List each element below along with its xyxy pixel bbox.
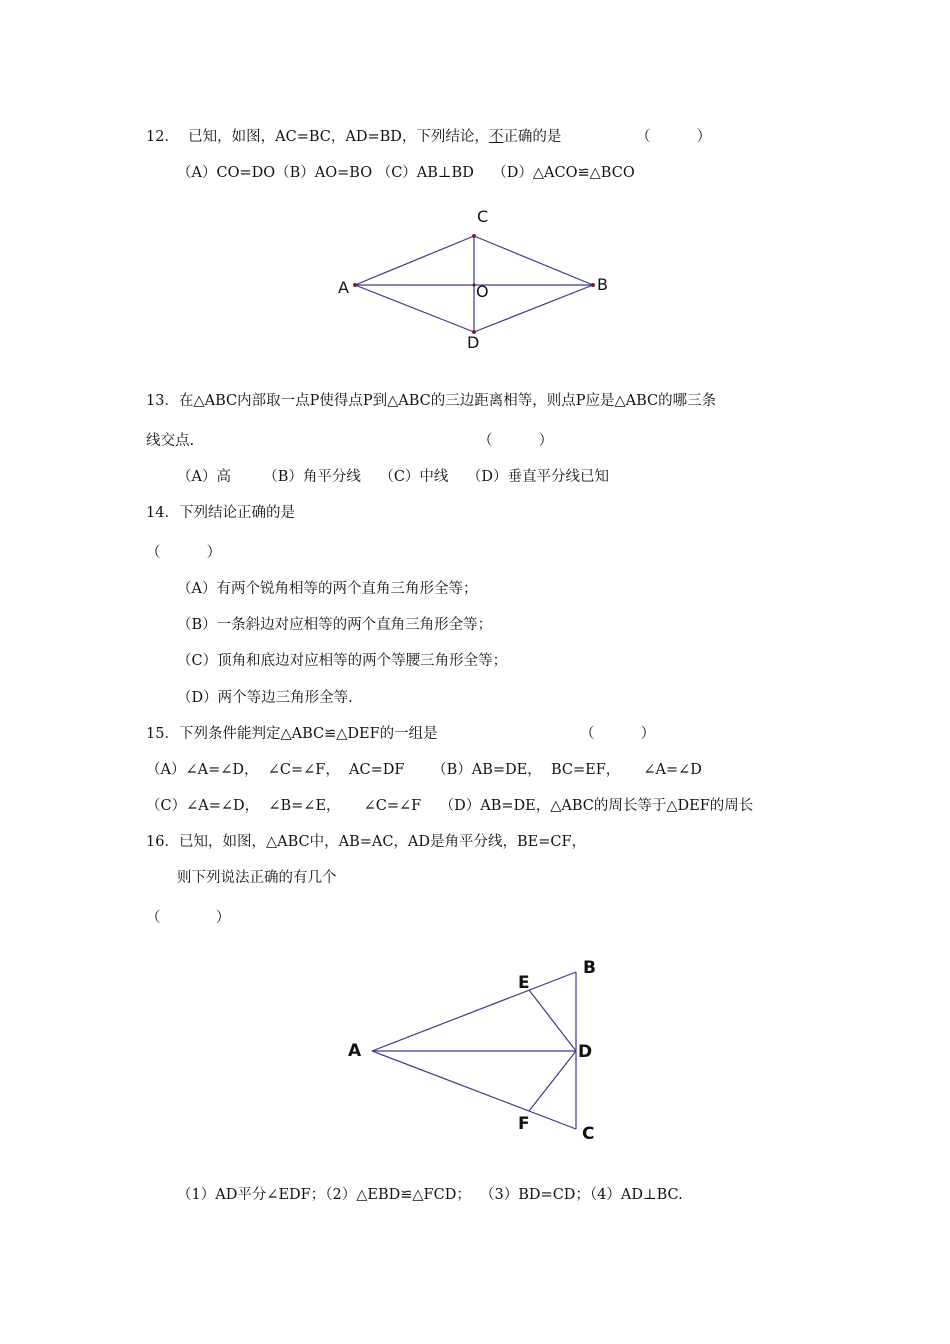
q12-label-A: A [338, 278, 349, 297]
q14-answer-paren: （ ） [146, 545, 222, 561]
q16-stem: 16．已知，如图，△ABC中，AB=AC，AD是角平分线，BE=CF， [146, 834, 587, 850]
segment-ED [529, 990, 576, 1051]
q13-stem-cont: 线交点. [146, 433, 195, 449]
q13-stem: 13．在△ABC内部取一点P使得点P到△ABC的三边距离相等，则点P应是△ABC的哪三条 [146, 393, 717, 409]
q14-option-a: （A）有两个锐角相等的两个直角三角形全等； [177, 581, 478, 597]
q15-options-row1: （A）∠A=∠D， ∠C=∠F， AC=DF （B）AB=DE， BC=EF， ∠A=∠D [146, 762, 702, 778]
q12-stem-pre: 12． 已知，如图，AC=BC，AD=BD，下列结论， [146, 129, 489, 145]
q12-label-O: O [476, 282, 489, 301]
q14-stem: 14．下列结论正确的是 [146, 505, 295, 521]
q12-label-C: C [477, 207, 489, 226]
q16-answer-paren: （ ） [146, 910, 231, 926]
q15-stem: 15．下列条件能判定△ABC≌△DEF的一组是 [146, 726, 438, 742]
segment-FD [529, 1051, 576, 1111]
q12-options: （A）CO=DO（B）AO=BO （C）AB⊥BD （D）△ACO≌△BCO [177, 165, 635, 181]
q14-option-d: （D）两个等边三角形全等. [177, 690, 353, 706]
q12-stem-post: 正确的是 [503, 129, 562, 145]
q12-label-B: B [597, 275, 608, 294]
q16-statements: （1）AD平分∠EDF；（2）△EBD≌△FCD； （3）BD=CD；（4）AD⊥BC. [177, 1187, 683, 1203]
q16-stem-cont: 则下列说法正确的有几个 [177, 870, 337, 886]
q16-label-E: E [518, 973, 530, 993]
q12-stem-underlined: 不 [488, 129, 504, 145]
q12-answer-paren: （ ） [636, 129, 712, 145]
q13-options: （A）高 （B）角平分线 （C）中线 （D）垂直平分线已知 [177, 469, 609, 485]
q15-options-row2: （C）∠A=∠D， ∠B=∠E， ∠C=∠F （D）AB=DE，△ABC的周长等于△DEF的周长 [146, 798, 754, 814]
q16-label-C: C [582, 1124, 595, 1144]
q15-answer-paren: （ ） [580, 726, 656, 742]
q16-label-B: B [583, 958, 596, 978]
q16-label-F: F [518, 1114, 530, 1134]
q16-label-A: A [348, 1041, 362, 1061]
q14-option-b: （B）一条斜边对应相等的两个直角三角形全等； [177, 617, 493, 633]
q14-option-c: （C）顶角和底边对应相等的两个等腰三角形全等； [177, 653, 508, 669]
q13-answer-paren: （ ） [478, 433, 554, 449]
q12-label-D: D [467, 333, 480, 352]
q16-label-D: D [578, 1042, 593, 1062]
